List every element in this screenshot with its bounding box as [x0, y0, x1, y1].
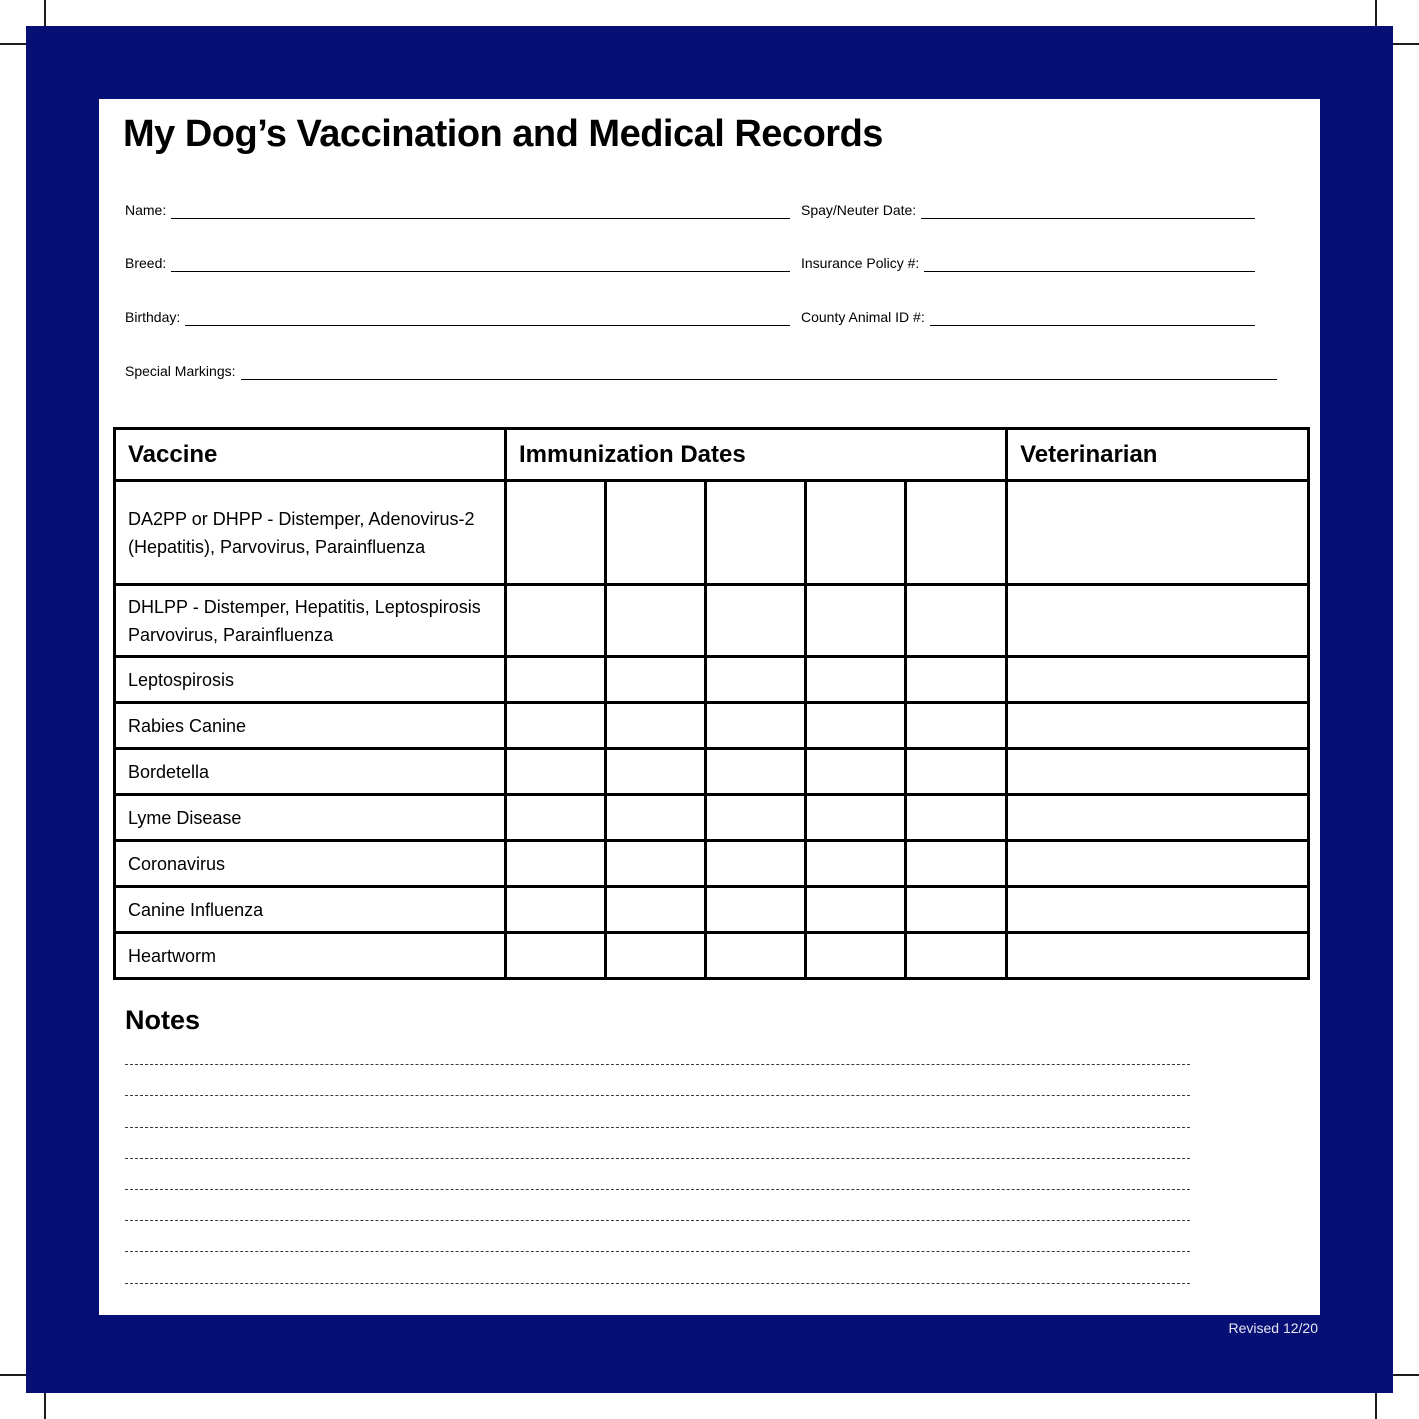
field-row-name — [125, 195, 1255, 219]
county-animal-id-input-line[interactable] — [930, 302, 1255, 326]
veterinarian-cell[interactable] — [1007, 585, 1309, 657]
veterinarian-cell[interactable] — [1007, 481, 1309, 585]
immunization-date-cell[interactable] — [606, 841, 706, 887]
vaccine-name-cell: Coronavirus — [115, 841, 506, 887]
immunization-date-cell[interactable] — [606, 749, 706, 795]
vaccine-row — [115, 933, 1309, 979]
immunization-date-cell[interactable] — [506, 481, 606, 585]
immunization-date-cell[interactable] — [606, 795, 706, 841]
name-label: Name: — [125, 202, 167, 218]
veterinarian-cell[interactable] — [1007, 887, 1309, 933]
notes-line[interactable] — [125, 1034, 1190, 1065]
veterinarian-cell[interactable] — [1007, 933, 1309, 979]
veterinarian-cell[interactable] — [1007, 841, 1309, 887]
immunization-date-cell[interactable] — [806, 749, 906, 795]
special-markings-field — [125, 356, 1277, 380]
immunization-date-cell[interactable] — [806, 585, 906, 657]
notes-line[interactable] — [125, 1252, 1190, 1283]
notes-lines — [125, 1034, 1190, 1284]
notes-line[interactable] — [125, 1096, 1190, 1127]
revised-label: Revised 12/20 — [1228, 1320, 1318, 1336]
spay-neuter-date-input-line[interactable] — [921, 195, 1255, 219]
immunization-date-cell[interactable] — [506, 933, 606, 979]
immunization-date-cell[interactable] — [906, 933, 1007, 979]
notes-line[interactable] — [125, 1221, 1190, 1252]
vaccine-name-cell: Canine Influenza — [115, 887, 506, 933]
vaccine-name-cell: DHLPP - Distemper, Hepatitis, Leptospirosis Parvovirus, Parainfluenza — [115, 585, 506, 657]
field-row-special-markings — [125, 356, 1277, 380]
immunization-date-cell[interactable] — [806, 481, 906, 585]
immunization-date-cell[interactable] — [506, 657, 606, 703]
breed-input-line[interactable] — [171, 248, 790, 272]
immunization-date-cell[interactable] — [506, 795, 606, 841]
immunization-date-cell[interactable] — [906, 703, 1007, 749]
breed-field — [125, 248, 790, 272]
immunization-date-cell[interactable] — [706, 795, 806, 841]
immunization-date-cell[interactable] — [906, 841, 1007, 887]
immunization-date-cell[interactable] — [906, 795, 1007, 841]
notes-line[interactable] — [125, 1190, 1190, 1221]
insurance-policy-input-line[interactable] — [924, 248, 1255, 272]
name-input-line[interactable] — [171, 195, 790, 219]
form-page — [99, 99, 1320, 1315]
immunization-date-cell[interactable] — [606, 887, 706, 933]
immunization-date-cell[interactable] — [706, 481, 806, 585]
vaccine-row — [115, 841, 1309, 887]
field-row-breed — [125, 248, 1255, 272]
immunization-date-cell[interactable] — [906, 481, 1007, 585]
vaccine-column-header: Vaccine — [115, 429, 506, 481]
vaccine-name-cell: Rabies Canine — [115, 703, 506, 749]
vaccine-name-cell: Heartworm — [115, 933, 506, 979]
spay-neuter-date-label: Spay/Neuter Date: — [801, 202, 917, 218]
immunization-date-cell[interactable] — [506, 841, 606, 887]
county-animal-id-field — [801, 302, 1255, 326]
birthday-field — [125, 302, 790, 326]
vaccine-name-cell: Leptospirosis — [115, 657, 506, 703]
immunization-date-cell[interactable] — [706, 703, 806, 749]
vaccine-name-cell: Lyme Disease — [115, 795, 506, 841]
breed-label: Breed: — [125, 255, 167, 271]
table-header-row — [115, 429, 1309, 481]
special-markings-label: Special Markings: — [125, 363, 236, 379]
immunization-date-cell[interactable] — [606, 933, 706, 979]
notes-heading: Notes — [125, 1005, 201, 1035]
immunization-date-cell[interactable] — [806, 657, 906, 703]
veterinarian-cell[interactable] — [1007, 657, 1309, 703]
insurance-policy-label: Insurance Policy #: — [801, 255, 920, 271]
immunization-date-cell[interactable] — [506, 585, 606, 657]
immunization-date-cell[interactable] — [806, 933, 906, 979]
immunization-date-cell[interactable] — [606, 481, 706, 585]
vaccine-name-cell: Bordetella — [115, 749, 506, 795]
veterinarian-cell[interactable] — [1007, 795, 1309, 841]
notes-line[interactable] — [125, 1065, 1190, 1096]
immunization-date-cell[interactable] — [806, 887, 906, 933]
birthday-input-line[interactable] — [185, 302, 790, 326]
immunization-date-cell[interactable] — [706, 841, 806, 887]
immunization-date-cell[interactable] — [906, 749, 1007, 795]
veterinarian-column-header: Veterinarian — [1007, 429, 1309, 481]
immunization-date-cell[interactable] — [706, 749, 806, 795]
immunization-date-cell[interactable] — [906, 887, 1007, 933]
vaccine-row — [115, 887, 1309, 933]
immunization-date-cell[interactable] — [506, 749, 606, 795]
vaccine-row — [115, 481, 1309, 585]
county-animal-id-label: County Animal ID #: — [801, 309, 925, 325]
spay-neuter-date-field — [801, 195, 1255, 219]
immunization-date-cell[interactable] — [706, 887, 806, 933]
vaccine-row — [115, 657, 1309, 703]
special-markings-input-line[interactable] — [241, 356, 1278, 380]
vaccine-row — [115, 703, 1309, 749]
vaccination-table-body — [115, 481, 1309, 979]
vaccine-name-cell: DA2PP or DHPP - Distemper, Adenovirus-2 (Hepatitis), Parvovirus, Parainfluenza — [115, 481, 506, 585]
navy-border-mat — [26, 26, 1393, 1393]
page-title: My Dog’s Vaccination and Medical Records — [123, 113, 883, 155]
notes-line[interactable] — [125, 1159, 1190, 1190]
immunization-date-cell[interactable] — [706, 657, 806, 703]
immunization-date-cell[interactable] — [706, 933, 806, 979]
birthday-label: Birthday: — [125, 309, 181, 325]
immunization-date-cell[interactable] — [606, 657, 706, 703]
vaccine-row — [115, 795, 1309, 841]
vaccine-row — [115, 749, 1309, 795]
immunization-date-cell[interactable] — [506, 887, 606, 933]
immunization-date-cell[interactable] — [806, 795, 906, 841]
veterinarian-cell[interactable] — [1007, 749, 1309, 795]
veterinarian-cell[interactable] — [1007, 703, 1309, 749]
notes-line[interactable] — [125, 1128, 1190, 1159]
immunization-date-cell[interactable] — [506, 703, 606, 749]
vaccination-table — [113, 427, 1310, 980]
name-field — [125, 195, 790, 219]
immunization-date-cell[interactable] — [906, 585, 1007, 657]
field-row-birthday — [125, 302, 1255, 326]
immunization-date-cell[interactable] — [806, 841, 906, 887]
insurance-policy-field — [801, 248, 1255, 272]
immunization-date-cell[interactable] — [606, 585, 706, 657]
immunization-date-cell[interactable] — [706, 585, 806, 657]
immunization-date-cell[interactable] — [806, 703, 906, 749]
immunization-date-cell[interactable] — [606, 703, 706, 749]
vaccine-row — [115, 585, 1309, 657]
immunization-date-cell[interactable] — [906, 657, 1007, 703]
immunization-dates-column-header: Immunization Dates — [506, 429, 1007, 481]
